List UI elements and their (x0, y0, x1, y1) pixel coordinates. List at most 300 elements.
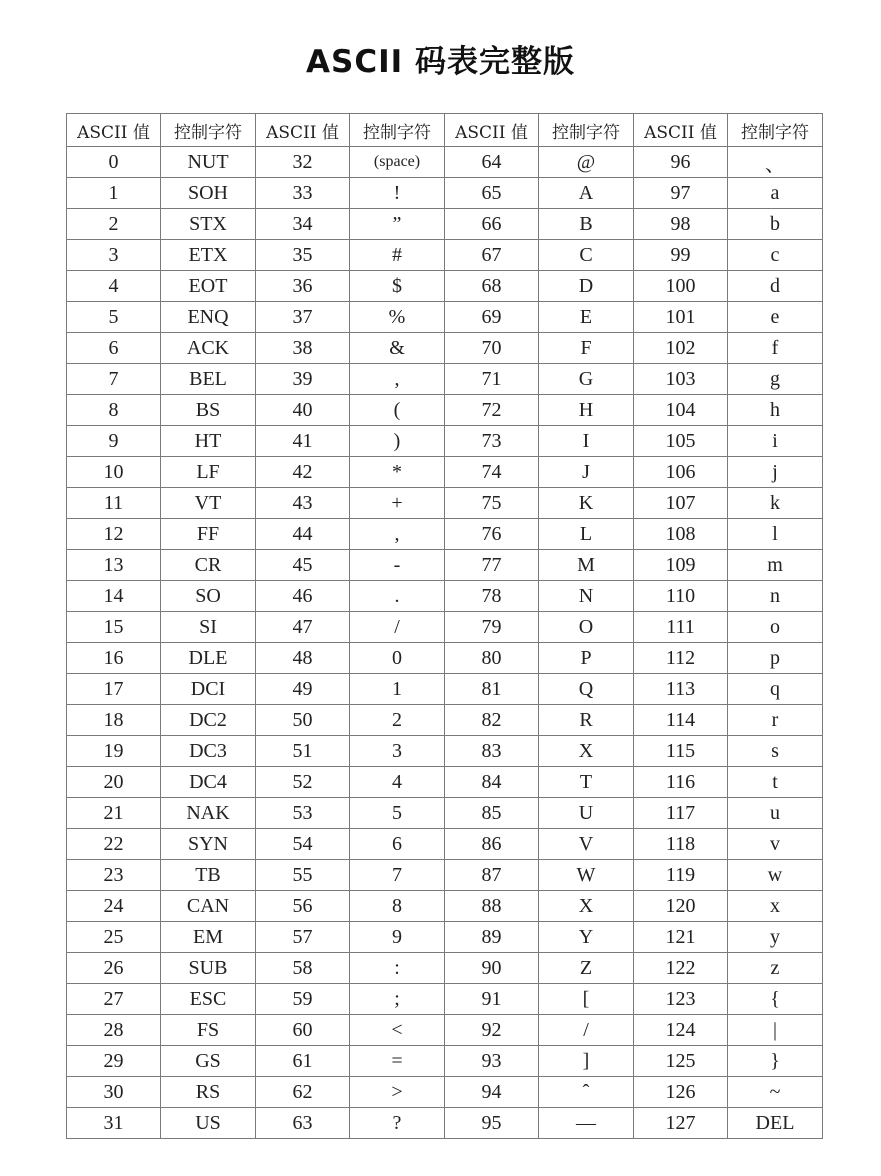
ascii-value-cell: 29 (67, 1046, 161, 1077)
character-cell: { (728, 984, 823, 1015)
character-cell: ] (539, 1046, 634, 1077)
character-cell: GS (161, 1046, 256, 1077)
table-row (67, 364, 823, 395)
table-row (67, 178, 823, 209)
character-cell: W (539, 860, 634, 891)
character-cell: 3 (350, 736, 445, 767)
character-cell: k (728, 488, 823, 519)
character-cell: a (728, 178, 823, 209)
ascii-value-cell: 109 (634, 550, 728, 581)
ascii-value-cell: 6 (67, 333, 161, 364)
ascii-value-cell: 68 (445, 271, 539, 302)
character-cell: h (728, 395, 823, 426)
table-row (67, 1046, 823, 1077)
ascii-value-cell: 40 (256, 395, 350, 426)
ascii-value-cell: 39 (256, 364, 350, 395)
table-row (67, 488, 823, 519)
ascii-value-cell: 73 (445, 426, 539, 457)
character-cell: CAN (161, 891, 256, 922)
ascii-value-cell: 25 (67, 922, 161, 953)
ascii-value-cell: 42 (256, 457, 350, 488)
character-cell: STX (161, 209, 256, 240)
ascii-value-cell: 83 (445, 736, 539, 767)
character-cell: F (539, 333, 634, 364)
character-cell: b (728, 209, 823, 240)
ascii-value-cell: 110 (634, 581, 728, 612)
ascii-value-cell: 79 (445, 612, 539, 643)
ascii-value-cell: 100 (634, 271, 728, 302)
ascii-value-cell: 18 (67, 705, 161, 736)
column-header-control-char: 控制字符 (350, 114, 445, 147)
ascii-value-cell: 80 (445, 643, 539, 674)
character-cell: } (728, 1046, 823, 1077)
ascii-value-cell: 67 (445, 240, 539, 271)
ascii-value-cell: 46 (256, 581, 350, 612)
character-cell: ACK (161, 333, 256, 364)
character-cell: I (539, 426, 634, 457)
character-cell: 1 (350, 674, 445, 705)
ascii-value-cell: 119 (634, 860, 728, 891)
character-cell: X (539, 891, 634, 922)
character-cell: i (728, 426, 823, 457)
character-cell: SOH (161, 178, 256, 209)
character-cell: . (350, 581, 445, 612)
ascii-value-cell: 14 (67, 581, 161, 612)
character-cell: | (728, 1015, 823, 1046)
ascii-value-cell: 91 (445, 984, 539, 1015)
ascii-value-cell: 121 (634, 922, 728, 953)
character-cell: Z (539, 953, 634, 984)
character-cell: T (539, 767, 634, 798)
ascii-value-cell: 0 (67, 147, 161, 178)
column-header-control-char: 控制字符 (728, 114, 823, 147)
character-cell: NAK (161, 798, 256, 829)
ascii-value-cell: 48 (256, 643, 350, 674)
character-cell: g (728, 364, 823, 395)
character-cell: ˆ (539, 1077, 634, 1108)
ascii-value-cell: 59 (256, 984, 350, 1015)
ascii-value-cell: 117 (634, 798, 728, 829)
ascii-value-cell: 62 (256, 1077, 350, 1108)
page-title: ASCII 码表完整版 (306, 44, 575, 80)
character-cell: ETX (161, 240, 256, 271)
character-cell: FF (161, 519, 256, 550)
ascii-value-cell: 58 (256, 953, 350, 984)
ascii-value-cell: 69 (445, 302, 539, 333)
table-row (67, 581, 823, 612)
ascii-value-cell: 63 (256, 1108, 350, 1139)
ascii-value-cell: 97 (634, 178, 728, 209)
character-cell: c (728, 240, 823, 271)
ascii-value-cell: 106 (634, 457, 728, 488)
ascii-value-cell: 15 (67, 612, 161, 643)
character-cell: & (350, 333, 445, 364)
ascii-value-cell: 89 (445, 922, 539, 953)
character-cell: BEL (161, 364, 256, 395)
ascii-value-cell: 53 (256, 798, 350, 829)
character-cell: — (539, 1108, 634, 1139)
table-row (67, 798, 823, 829)
character-cell: (space) (350, 147, 445, 178)
ascii-value-cell: 56 (256, 891, 350, 922)
ascii-value-cell: 107 (634, 488, 728, 519)
character-cell: A (539, 178, 634, 209)
table-row (67, 550, 823, 581)
character-cell: ( (350, 395, 445, 426)
ascii-value-cell: 50 (256, 705, 350, 736)
ascii-value-cell: 122 (634, 953, 728, 984)
table-row (67, 953, 823, 984)
ascii-value-cell: 54 (256, 829, 350, 860)
ascii-value-cell: 94 (445, 1077, 539, 1108)
ascii-value-cell: 99 (634, 240, 728, 271)
ascii-value-cell: 124 (634, 1015, 728, 1046)
ascii-value-cell: 36 (256, 271, 350, 302)
character-cell: R (539, 705, 634, 736)
character-cell: ) (350, 426, 445, 457)
table-row (67, 333, 823, 364)
table-row (67, 426, 823, 457)
table-row (67, 922, 823, 953)
ascii-value-cell: 82 (445, 705, 539, 736)
character-cell: V (539, 829, 634, 860)
ascii-value-cell: 105 (634, 426, 728, 457)
ascii-value-cell: 33 (256, 178, 350, 209)
ascii-value-cell: 51 (256, 736, 350, 767)
table-row (67, 674, 823, 705)
character-cell: US (161, 1108, 256, 1139)
character-cell: q (728, 674, 823, 705)
character-cell: DCI (161, 674, 256, 705)
table-row (67, 209, 823, 240)
character-cell: / (350, 612, 445, 643)
ascii-value-cell: 75 (445, 488, 539, 519)
ascii-value-cell: 5 (67, 302, 161, 333)
character-cell: w (728, 860, 823, 891)
ascii-value-cell: 87 (445, 860, 539, 891)
ascii-value-cell: 24 (67, 891, 161, 922)
ascii-value-cell: 32 (256, 147, 350, 178)
character-cell: r (728, 705, 823, 736)
ascii-value-cell: 10 (67, 457, 161, 488)
ascii-value-cell: 84 (445, 767, 539, 798)
ascii-value-cell: 108 (634, 519, 728, 550)
ascii-value-cell: 102 (634, 333, 728, 364)
character-cell: s (728, 736, 823, 767)
ascii-value-cell: 22 (67, 829, 161, 860)
ascii-value-cell: 52 (256, 767, 350, 798)
ascii-value-cell: 74 (445, 457, 539, 488)
character-cell: H (539, 395, 634, 426)
character-cell: P (539, 643, 634, 674)
character-cell: ESC (161, 984, 256, 1015)
ascii-value-cell: 13 (67, 550, 161, 581)
table-row (67, 240, 823, 271)
character-cell: O (539, 612, 634, 643)
character-cell: DEL (728, 1108, 823, 1139)
character-cell: K (539, 488, 634, 519)
character-cell: VT (161, 488, 256, 519)
ascii-value-cell: 123 (634, 984, 728, 1015)
table-row (67, 891, 823, 922)
ascii-value-cell: 64 (445, 147, 539, 178)
character-cell: 8 (350, 891, 445, 922)
character-cell: J (539, 457, 634, 488)
character-cell: G (539, 364, 634, 395)
table-row (67, 457, 823, 488)
ascii-value-cell: 98 (634, 209, 728, 240)
character-cell: X (539, 736, 634, 767)
ascii-value-cell: 77 (445, 550, 539, 581)
character-cell: 、 (728, 147, 823, 178)
character-cell: SYN (161, 829, 256, 860)
character-cell: B (539, 209, 634, 240)
character-cell: TB (161, 860, 256, 891)
ascii-value-cell: 126 (634, 1077, 728, 1108)
ascii-value-cell: 1 (67, 178, 161, 209)
column-header-ascii-value: ASCII 值 (634, 114, 728, 147)
ascii-value-cell: 90 (445, 953, 539, 984)
character-cell: DC4 (161, 767, 256, 798)
character-cell: EOT (161, 271, 256, 302)
character-cell: l (728, 519, 823, 550)
ascii-value-cell: 47 (256, 612, 350, 643)
character-cell: U (539, 798, 634, 829)
character-cell: RS (161, 1077, 256, 1108)
ascii-value-cell: 71 (445, 364, 539, 395)
ascii-value-cell: 78 (445, 581, 539, 612)
ascii-value-cell: 21 (67, 798, 161, 829)
ascii-value-cell: 65 (445, 178, 539, 209)
table-row (67, 829, 823, 860)
column-header-ascii-value: ASCII 值 (256, 114, 350, 147)
character-cell: d (728, 271, 823, 302)
ascii-value-cell: 23 (67, 860, 161, 891)
ascii-value-cell: 43 (256, 488, 350, 519)
column-header-ascii-value: ASCII 值 (67, 114, 161, 147)
character-cell: 4 (350, 767, 445, 798)
character-cell: 5 (350, 798, 445, 829)
character-cell: LF (161, 457, 256, 488)
character-cell: HT (161, 426, 256, 457)
ascii-value-cell: 8 (67, 395, 161, 426)
ascii-value-cell: 2 (67, 209, 161, 240)
character-cell: CR (161, 550, 256, 581)
character-cell: y (728, 922, 823, 953)
character-cell: SI (161, 612, 256, 643)
ascii-value-cell: 44 (256, 519, 350, 550)
ascii-value-cell: 60 (256, 1015, 350, 1046)
character-cell: BS (161, 395, 256, 426)
character-cell: DC2 (161, 705, 256, 736)
table-row (67, 271, 823, 302)
table-row (67, 395, 823, 426)
character-cell: SO (161, 581, 256, 612)
character-cell: ? (350, 1108, 445, 1139)
character-cell: , (350, 519, 445, 550)
character-cell: ENQ (161, 302, 256, 333)
character-cell: M (539, 550, 634, 581)
character-cell: e (728, 302, 823, 333)
character-cell: 2 (350, 705, 445, 736)
ascii-value-cell: 27 (67, 984, 161, 1015)
ascii-value-cell: 81 (445, 674, 539, 705)
character-cell: n (728, 581, 823, 612)
ascii-value-cell: 93 (445, 1046, 539, 1077)
column-header-control-char: 控制字符 (161, 114, 256, 147)
ascii-value-cell: 114 (634, 705, 728, 736)
ascii-table (66, 113, 823, 1139)
ascii-value-cell: 112 (634, 643, 728, 674)
column-header-ascii-value: ASCII 值 (445, 114, 539, 147)
ascii-value-cell: 127 (634, 1108, 728, 1139)
ascii-value-cell: 34 (256, 209, 350, 240)
character-cell: 6 (350, 829, 445, 860)
table-row (67, 705, 823, 736)
character-cell: SUB (161, 953, 256, 984)
character-cell: : (350, 953, 445, 984)
character-cell: DC3 (161, 736, 256, 767)
ascii-value-cell: 20 (67, 767, 161, 798)
table-row (67, 612, 823, 643)
table-row (67, 1015, 823, 1046)
ascii-value-cell: 120 (634, 891, 728, 922)
ascii-value-cell: 113 (634, 674, 728, 705)
ascii-value-cell: 3 (67, 240, 161, 271)
table-row (67, 984, 823, 1015)
ascii-value-cell: 101 (634, 302, 728, 333)
ascii-value-cell: 85 (445, 798, 539, 829)
ascii-value-cell: 7 (67, 364, 161, 395)
character-cell: 7 (350, 860, 445, 891)
ascii-value-cell: 96 (634, 147, 728, 178)
character-cell: * (350, 457, 445, 488)
character-cell: N (539, 581, 634, 612)
ascii-value-cell: 72 (445, 395, 539, 426)
character-cell: , (350, 364, 445, 395)
table-row (67, 860, 823, 891)
ascii-value-cell: 57 (256, 922, 350, 953)
ascii-value-cell: 103 (634, 364, 728, 395)
ascii-value-cell: 45 (256, 550, 350, 581)
ascii-value-cell: 17 (67, 674, 161, 705)
ascii-value-cell: 55 (256, 860, 350, 891)
character-cell: ! (350, 178, 445, 209)
character-cell: DLE (161, 643, 256, 674)
character-cell: # (350, 240, 445, 271)
character-cell: D (539, 271, 634, 302)
character-cell: - (350, 550, 445, 581)
character-cell: Y (539, 922, 634, 953)
ascii-value-cell: 37 (256, 302, 350, 333)
character-cell: ~ (728, 1077, 823, 1108)
ascii-value-cell: 66 (445, 209, 539, 240)
character-cell: FS (161, 1015, 256, 1046)
character-cell: v (728, 829, 823, 860)
character-cell: / (539, 1015, 634, 1046)
character-cell: p (728, 643, 823, 674)
ascii-value-cell: 9 (67, 426, 161, 457)
table-body (67, 147, 823, 1139)
character-cell: f (728, 333, 823, 364)
table-row (67, 519, 823, 550)
ascii-value-cell: 61 (256, 1046, 350, 1077)
table-row (67, 736, 823, 767)
ascii-value-cell: 116 (634, 767, 728, 798)
ascii-value-cell: 16 (67, 643, 161, 674)
ascii-value-cell: 31 (67, 1108, 161, 1139)
character-cell: EM (161, 922, 256, 953)
table-header-row (67, 114, 823, 147)
table-row (67, 1077, 823, 1108)
ascii-value-cell: 19 (67, 736, 161, 767)
ascii-value-cell: 104 (634, 395, 728, 426)
ascii-value-cell: 88 (445, 891, 539, 922)
character-cell: ” (350, 209, 445, 240)
ascii-value-cell: 11 (67, 488, 161, 519)
ascii-value-cell: 95 (445, 1108, 539, 1139)
character-cell: t (728, 767, 823, 798)
character-cell: m (728, 550, 823, 581)
table-row (67, 767, 823, 798)
ascii-value-cell: 4 (67, 271, 161, 302)
ascii-value-cell: 28 (67, 1015, 161, 1046)
character-cell: % (350, 302, 445, 333)
table-row (67, 302, 823, 333)
ascii-value-cell: 86 (445, 829, 539, 860)
character-cell: E (539, 302, 634, 333)
ascii-value-cell: 38 (256, 333, 350, 364)
ascii-value-cell: 49 (256, 674, 350, 705)
character-cell: NUT (161, 147, 256, 178)
character-cell: 9 (350, 922, 445, 953)
character-cell: @ (539, 147, 634, 178)
ascii-value-cell: 30 (67, 1077, 161, 1108)
ascii-value-cell: 76 (445, 519, 539, 550)
ascii-value-cell: 26 (67, 953, 161, 984)
ascii-value-cell: 12 (67, 519, 161, 550)
character-cell: [ (539, 984, 634, 1015)
table-row (67, 643, 823, 674)
ascii-value-cell: 92 (445, 1015, 539, 1046)
table-row (67, 1108, 823, 1139)
table-row (67, 147, 823, 178)
ascii-value-cell: 118 (634, 829, 728, 860)
ascii-value-cell: 70 (445, 333, 539, 364)
character-cell: ; (350, 984, 445, 1015)
ascii-value-cell: 115 (634, 736, 728, 767)
character-cell: L (539, 519, 634, 550)
character-cell: > (350, 1077, 445, 1108)
character-cell: x (728, 891, 823, 922)
character-cell: 0 (350, 643, 445, 674)
ascii-value-cell: 111 (634, 612, 728, 643)
character-cell: z (728, 953, 823, 984)
character-cell: < (350, 1015, 445, 1046)
ascii-value-cell: 41 (256, 426, 350, 457)
column-header-control-char: 控制字符 (539, 114, 634, 147)
character-cell: Q (539, 674, 634, 705)
ascii-value-cell: 125 (634, 1046, 728, 1077)
character-cell: u (728, 798, 823, 829)
character-cell: = (350, 1046, 445, 1077)
ascii-value-cell: 35 (256, 240, 350, 271)
character-cell: + (350, 488, 445, 519)
character-cell: j (728, 457, 823, 488)
character-cell: C (539, 240, 634, 271)
character-cell: o (728, 612, 823, 643)
character-cell: $ (350, 271, 445, 302)
